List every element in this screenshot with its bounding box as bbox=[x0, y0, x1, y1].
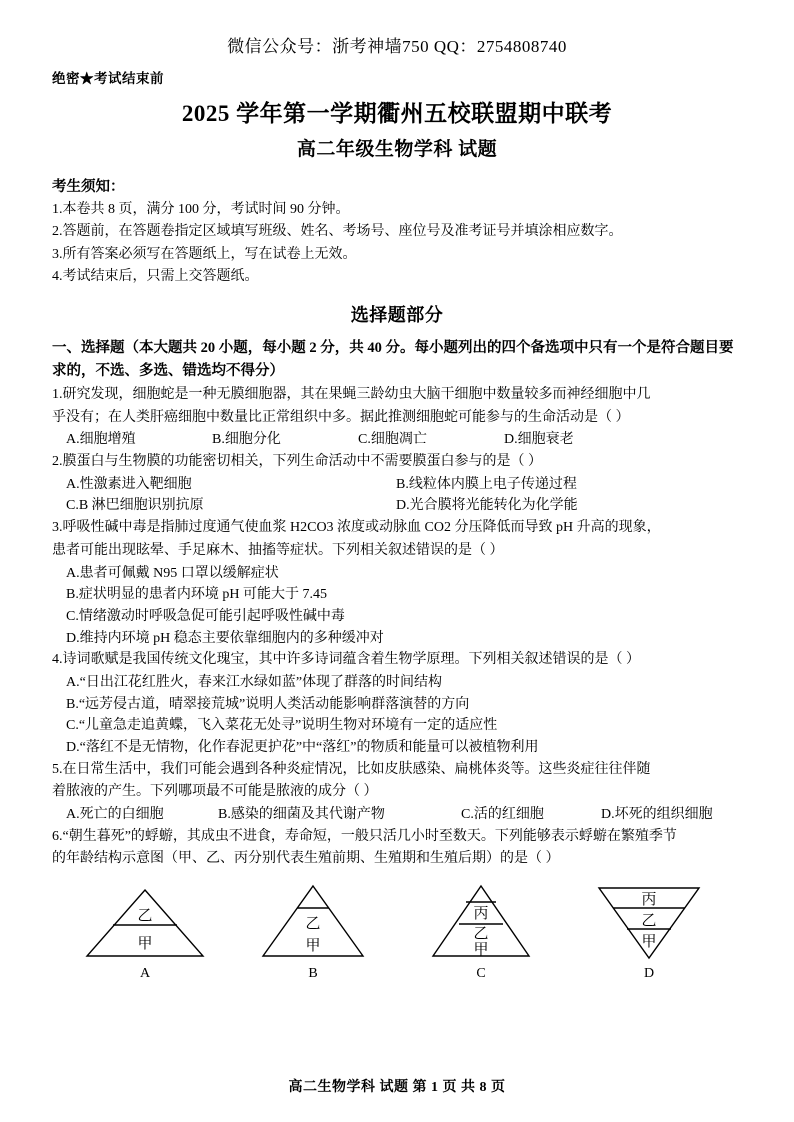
option-b[interactable]: B.细胞分化 bbox=[212, 432, 281, 448]
question-options bbox=[52, 429, 742, 451]
figure-label-d: D bbox=[643, 966, 655, 982]
question-stem: 3.呼吸性碱中毒是指肺过度通气使血浆 H2CO3 浓度或动脉血 CO2 分压降低而导致 pH 升高的现象， bbox=[52, 520, 661, 536]
pyramid-diagram-c bbox=[411, 882, 551, 962]
option-d[interactable]: D.维持内环境 pH 稳态主要依靠细胞内的多种缓冲对 bbox=[66, 630, 384, 646]
page-title: 2025 学年第一学期衢州五校联盟期中联考 bbox=[181, 101, 613, 126]
segment-label-top: 丙 bbox=[473, 906, 489, 923]
option-c[interactable]: C.B 淋巴细胞识别抗原 bbox=[66, 498, 204, 514]
question-options bbox=[52, 474, 742, 496]
segment-label-bottom: 甲 bbox=[641, 934, 657, 951]
age-structure-figures bbox=[52, 882, 742, 982]
option-a[interactable]: A.细胞增殖 bbox=[66, 432, 136, 448]
page-footer: 高二生物学科 试题 第 1 页 共 8 页 bbox=[288, 1080, 506, 1095]
question-stem: 的年龄结构示意图（甲、乙、丙分别代表生殖前期、生殖期和生殖后期）的是（ ） bbox=[52, 851, 560, 867]
option-d[interactable]: D.光合膜将光能转化为化学能 bbox=[396, 498, 578, 514]
option-a[interactable]: A.死亡的白细胞 bbox=[66, 807, 164, 823]
question-stem: 6.“朝生暮死”的蜉蝣，其成虫不进食，寿命短，一般只活几小时至数天。下列能够表示蜉蝣在繁殖季节 bbox=[52, 828, 677, 844]
option-d[interactable]: D.“落红不是无情物，化作春泥更护花”中“落红”的物质和能量可以被植物利用 bbox=[66, 740, 539, 755]
notice-item: 3.所有答案必须写在答题纸上，写在试卷上无效。 bbox=[52, 246, 357, 262]
segment-label-middle: 乙 bbox=[641, 913, 657, 930]
option-c[interactable]: C.活的红细胞 bbox=[461, 807, 544, 823]
option-c[interactable]: C.“儿童急走追黄蝶，飞入菜花无处寻”说明生物对环境有一定的适应性 bbox=[66, 718, 498, 734]
option-b[interactable]: B.症状明显的患者内环境 pH 可能大于 7.45 bbox=[66, 587, 327, 603]
segment-label-lower: 甲 bbox=[305, 938, 321, 955]
question-stem: 4.诗词歌赋是我国传统文化瑰宝，其中许多诗词蕴含着生物学原理。下列相关叙述错误的是（ ） bbox=[52, 652, 640, 668]
segment-label-top: 丙 bbox=[641, 892, 657, 909]
secret-mark: 绝密★考试结束前 bbox=[52, 71, 164, 86]
option-b[interactable]: B.感染的细菌及其代谢产物 bbox=[218, 807, 385, 823]
option-c[interactable]: C.细胞凋亡 bbox=[358, 432, 427, 448]
question-stem: 5.在日常生活中，我们可能会遇到各种炎症情况，比如皮肤感染、扁桃体炎等。这些炎症往往伴随 bbox=[52, 761, 651, 777]
figure-d bbox=[579, 882, 719, 982]
figure-label-a: A bbox=[139, 966, 151, 982]
question-stem: 乎没有；在人类肝癌细胞中数量比正常组织中多。据此推测细胞蛇可能参与的生命活动是（ ） bbox=[52, 409, 630, 425]
section-title: 选择题部分 bbox=[350, 305, 444, 326]
question-group-instructions: 一、选择题（本大题共 20 小题，每小题 2 分，共 40 分。每小题列出的四个备选项中只有一个是符合题目要求的，不选、多选、错选均不得分） bbox=[52, 340, 734, 379]
option-b[interactable]: B.“远芳侵古道，晴翠接荒城”说明人类活动能影响群落演替的方向 bbox=[66, 696, 470, 712]
figure-c bbox=[411, 882, 551, 982]
option-b[interactable]: B.线粒体内膜上电子传递过程 bbox=[396, 476, 577, 492]
segment-label-bottom: 甲 bbox=[473, 942, 489, 959]
pyramid-diagram-a bbox=[75, 882, 215, 962]
wechat-promo-line: 微信公众号：浙考神墙750 QQ：2754808740 bbox=[227, 37, 567, 56]
option-d[interactable]: D.坏死的组织细胞 bbox=[601, 807, 713, 823]
pyramid-diagram-d bbox=[579, 882, 719, 962]
notice-item: 4.考试结束后，只需上交答题纸。 bbox=[52, 268, 259, 284]
option-a[interactable]: A.“日出江花红胜火，春来江水绿如蓝”体现了群落的时间结构 bbox=[66, 674, 443, 690]
option-a[interactable]: A.患者可佩戴 N95 口罩以缓解症状 bbox=[66, 565, 279, 581]
notice-heading: 考生须知： bbox=[52, 179, 125, 195]
option-d[interactable]: D.细胞衰老 bbox=[504, 432, 574, 448]
page-subtitle: 高二年级生物学科 试题 bbox=[296, 139, 498, 160]
figure-label-c: C bbox=[476, 966, 486, 982]
question-stem: 1.研究发现，细胞蛇是一种无膜细胞器，其在果蝇三龄幼虫大脑干细胞中数量较多而神经细胞中几 bbox=[52, 387, 651, 402]
question-stem: 患者可能出现眩晕、手足麻木、抽搐等症状。下列相关叙述错误的是（ ） bbox=[52, 542, 504, 558]
figure-b bbox=[243, 882, 383, 982]
option-a[interactable]: A.性激素进入靶细胞 bbox=[66, 476, 192, 492]
question-stem: 2.膜蛋白与生物膜的功能密切相关，下列生命活动中不需要膜蛋白参与的是（ ） bbox=[52, 454, 542, 470]
option-c[interactable]: C.情绪激动时呼吸急促可能引起呼吸性碱中毒 bbox=[66, 608, 345, 624]
segment-label-upper: 乙 bbox=[137, 908, 153, 925]
question-options bbox=[52, 495, 742, 517]
question-options bbox=[52, 804, 742, 826]
segment-label-lower: 甲 bbox=[137, 936, 153, 953]
segment-label-middle: 乙 bbox=[473, 926, 489, 943]
segment-label-upper: 乙 bbox=[305, 916, 321, 933]
figure-a bbox=[75, 882, 215, 982]
question-stem: 着脓液的产生。下列哪项最不可能是脓液的成分（ ） bbox=[52, 784, 378, 800]
notice-item: 1.本卷共 8 页，满分 100 分，考试时间 90 分钟。 bbox=[52, 202, 350, 217]
pyramid-diagram-b bbox=[243, 882, 383, 962]
figure-label-b: B bbox=[308, 966, 318, 982]
notice-item: 2.答题前，在答题卷指定区域填写班级、姓名、考场号、座位号及准考证号并填涂相应数字。 bbox=[52, 224, 623, 240]
